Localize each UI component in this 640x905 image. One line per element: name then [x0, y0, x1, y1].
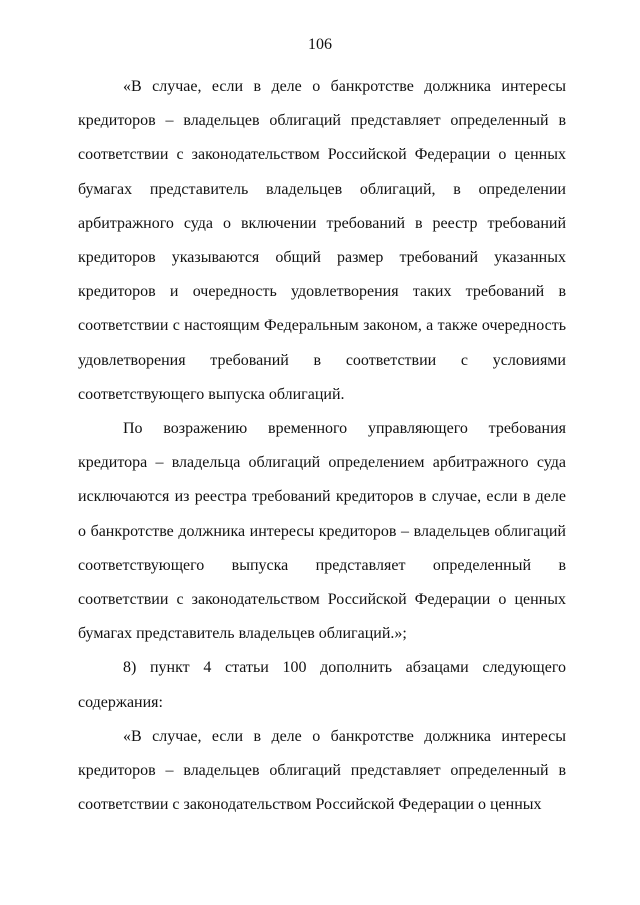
body-text — [78, 70, 566, 822]
paragraph-objection: По возражению временного управляющего требования кредитора – владельца облигаций определением арбитражного суда исключаются из реестра требований кредиторов в случае, если в деле о банкротстве должника интересы кредиторов – владельцев облигаций соответствующего выпуска представляет определенный в соответствии с законодательством Российской Федерации о ценных бумагах представитель владельцев облигаций.»; — [78, 420, 566, 643]
paragraph-creditors-register: «В случае, если в деле о банкротстве должника интересы кредиторов – владельцев облигаций представляет определенный в соответствии с законодательством Российской Федерации о ценных бумагах представитель владельцев облигаций, в определении арбитражного суда о включении требований в реестр требований кредиторов указываются общий размер требований указанных кредиторов и очередность удовлетворения таких требований в соответствии с настоящим Федеральным законом, а также очередность удовлетворения требований в соответствии с условиями соответствующего выпуска облигаций. — [78, 78, 566, 403]
paragraph-new-clause: «В случае, если в деле о банкротстве должника интересы кредиторов – владельцев облигаций представляет определенный в соответствии с законодательством Российской Федерации о ценных — [78, 727, 566, 814]
page-number: 106 — [308, 36, 332, 53]
paragraph-amendment-item-8: 8) пункт 4 статьи 100 дополнить абзацами следующего содержания: — [78, 659, 566, 711]
